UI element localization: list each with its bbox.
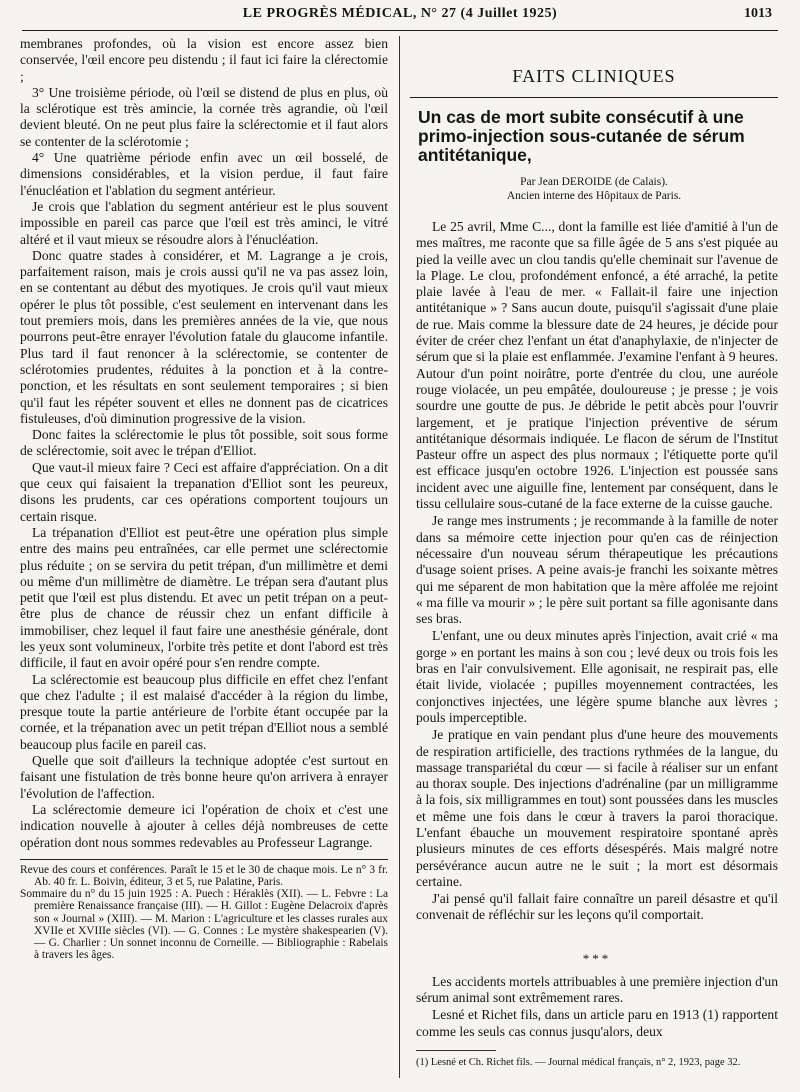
right-column bbox=[410, 36, 778, 1086]
review-rule bbox=[20, 859, 388, 860]
left-paragraph: membranes profondes, où la vision est encore assez bien conservée, l'œil encore peu distendu ; il faut ici faire la clérectomie ; bbox=[20, 36, 388, 84]
article-rule bbox=[410, 97, 778, 98]
article-paragraph: Le 25 avril, Mme C..., dont la famille est liée d'amitié à l'un de mes maîtres, me raconte que sa fille âgée de 5 ans s'est piquée au pied la veille avec un clou tandis qu'elle cheminait sur l'avenue de la Plage. Le clou, profondément enfoncé, a été arraché, la petite plaie lavée à l'eau de mer. « Fallait-il faire une injection antitétanique » ? Sans aucun doute, puisqu'il s'agissait d'une plaie de rue. Mais comme la blessure date de 24 heures, je décide pour éviter de créer chez l'enfant un état d'anaphylaxie, de n'injecter de sérum que si la plaie est enflammée. J'examine l'enfant à 9 heures. Autour d'un point noirâtre, porte d'entrée du clou, une auréole rouge violacée, un peu empâtée, douloureuse ; je presse ; je vois sourdre une goutte de pus. Je débride le petit abcès pour l'ouvrir largement, et je pratique l'injection préventive de sérum antitétanique désormais indiquée. Le flacon de sérum de l'Institut Pasteur offre un aspect des plus normaux ; l'étiquette porte qu'il est efficace jusqu'en octobre 1926. L'injection est poussée sans incident avec une aiguille fine, lentement par conséquent, dans le tissu cellulaire sous-cutané de la face externe de la cuisse gauche. bbox=[416, 219, 778, 512]
article-paragraph: Je range mes instruments ; je recommande à la famille de noter dans sa mémoire cette injection pour qu'en cas de réinjection nécessaire d'un nouveau sérum thérapeutique les précautions d'usage soient prises. A peine avais-je franchi les soixante mètres qui me séparent de mon habitation que la mère affolée me rejoint « ma fille va mourir » ; le père suit portant sa fille agonisante dans ses bras. bbox=[416, 513, 778, 627]
left-paragraph: Que vaut-il mieux faire ? Ceci est affaire d'appréciation. On a dit que ceux qui faisaient la trepanation d'Elliot sont les peureux, disons les prudents, car ces opérations comportent toujours un certain risque. bbox=[20, 459, 388, 524]
review-line: Sommaire du n° du 15 juin 1925 : A. Puech : Héraklès (XII). — L. Febvre : La première Renaissance française (III). — H. Gillot : Eugène Delacroix d'après son « Journal » (XIII). — M. Marion : L'agriculture et les classes rurales aux XVIIe et XVIIIe siècles (VI). — G. Connes : Le mystère shakespearien (V). — G. Charlier : Un sonnet inconnu de Corneille. — Bibliographie : Rabelais à travers les âges. bbox=[20, 888, 388, 962]
affiliation: Ancien interne des Hôpitaux de Paris. bbox=[506, 190, 682, 202]
footnote: (1) Lesné et Ch. Richet fils. — Journal médical français, n° 2, 1923, page 32. bbox=[416, 1056, 741, 1068]
review-line: Revue des cours et conférences. Paraît le 15 et le 30 de chaque mois. Le n° 3 fr. Ab. 40 fr. L. Boivin, éditeur, 3 et 5, rue Palatine, Paris. bbox=[20, 863, 388, 889]
page-number: 1013 bbox=[744, 6, 772, 21]
article-title: Un cas de mort subite consécutif à une primo-injection sous-cutanée de sérum antitétanique, bbox=[418, 107, 745, 165]
article-body bbox=[410, 219, 778, 1069]
left-paragraph: Donc faites la sclérectomie le plus tôt possible, soit sous forme de sclérectomie, soit avec le trépan d'Elliot. bbox=[20, 427, 388, 459]
left-paragraph: La trépanation d'Elliot est peut-être une opération plus simple entre des mains peu entraînées, car elle permet une sclérectomie plus réduite ; on se servira du petit trépan, d'un millimètre et demi ou même d'un millimètre de diamètre. Le trépan sera d'autant plus petit que l'œil est plus distendu. Et avec un petit trépan on a peut-être plus de chance de réussir chez un enfant difficile à immobiliser, chez lequel il faut faire une anesthésie générale, dont les yeux sont volumineux, l'orbite très petite et dont l'abord est très difficile, il faut en avoir opéré pour s'en rendre compte. bbox=[20, 524, 388, 671]
article-paragraph: Les accidents mortels attribuables à une première injection d'un sérum animal sont extrêmement rares. bbox=[416, 973, 778, 1006]
byline: Par Jean DEROIDE (de Calais). bbox=[520, 176, 668, 188]
page-header bbox=[22, 6, 778, 28]
section-title: FAITS CLINIQUES bbox=[512, 66, 676, 86]
left-paragraph: La sclérectomie est beaucoup plus difficile en effet chez l'enfant que chez l'adulte ; il est malaisé d'accéder à la région du limbe, presque toute la partie antérieure de l'orbite étant occupée par la cornée, et la trépanation avec un petit trépan d'Elliot nous a semblé beaucoup plus facile en pareil cas. bbox=[20, 671, 388, 752]
left-paragraph: Quelle que soit d'ailleurs la technique adoptée c'est surtout en faisant une fistulation de très bonne heure qu'on arrivera à enrayer l'évolution de l'affection. bbox=[20, 753, 388, 801]
left-paragraph: 3° Une troisième période, où l'œil se distend de plus en plus, où la sclérotique est très amincie, la cornée très agrandie, où l'œil devient bleuté. On ne peut plus faire la sclérectomie et il faut alors se contenter de la sclérotomie ; bbox=[20, 84, 388, 149]
left-paragraph: La sclérectomie demeure ici l'opération de choix et c'est une indication nouvelle à ajouter à celles déjà nombreuses de cette opération dont nous sommes redevables au Professeur Lagrange. bbox=[20, 801, 388, 850]
left-paragraph: 4° Une quatrième période enfin avec un œil bosselé, de dimensions considérables, et la vision perdue, il faut faire l'énucléation et l'ablation du segment antérieur. bbox=[20, 150, 388, 198]
review-notice bbox=[20, 864, 388, 962]
article-paragraph: Je pratique en vain pendant plus d'une heure des mouvements de respiration artificielle, des tractions rythmées de la langue, du massage transpariétal du cœur — si facile à réaliser sur un enfant au thorax souple. Des injections d'adrénaline (par un milligramme à la fois, six milligrammes en tout) sont poussées dans les muscles et même une fois dans le cœur à travers la paroi thoracique. L'enfant ébauche un mouvement respiratoire spontané après plusieurs minutes de ces efforts désespérés. Mais malgré notre persévérance aucun autre ne le suit ; la mort est désormais certaine. bbox=[416, 727, 778, 889]
column-divider bbox=[399, 36, 400, 1078]
left-paragraph: Je crois que l'ablation du segment antérieur est le plus souvent impossible en pareil cas parce que l'œil est très aminci, le vitré altéré et il vaut mieux se résoudre alors à l'énucléation. bbox=[20, 198, 388, 247]
section-separator: *** bbox=[582, 950, 612, 966]
article-paragraph: J'ai pensé qu'il fallait faire connaître un pareil désastre et qu'il convenait de réfléchir sur les leçons qu'il comportait. bbox=[416, 891, 778, 923]
header-rule bbox=[22, 30, 778, 31]
footnote-rule bbox=[416, 1050, 496, 1051]
running-title: LE PROGRÈS MÉDICAL, N° 27 (4 Juillet 1925) bbox=[242, 6, 558, 21]
article-paragraph: Lesné et Richet fils, dans un article paru en 1913 (1) rapportent comme les seuls cas connus jusqu'alors, deux bbox=[416, 1007, 778, 1039]
left-column bbox=[20, 36, 388, 1086]
left-paragraph: Donc quatre stades à considérer, et M. Lagrange a je crois, parfaitement raison, mais je crois aussi qu'il ne va pas assez loin, en se contentant au début des myotiques. Je crois qu'il vaut mieux opérer le plus tôt possible, c'est seulement en intervenant dans les tout premiers mois, dans les premières années de la vie, que nous pourrons peut-être enrayer l'évolution fatale du glaucome infantile. Plus tard il faut renoncer à la sclérectomie, se contenter de sclérotomies prudentes, réduites à la ponction et à la contre-ponction, et les résultats en sont seulement temporaires ; si bien qu'il faut les répéter souvent et elles ne donnent pas de cicatrices fistuleuses, d'où diminution progressive de la vision. bbox=[20, 247, 388, 426]
article-paragraph: L'enfant, une ou deux minutes après l'injection, avait crié « ma gorge » en portant les mains à son cou ; levé deux ou trois fois les bras en l'air convulsivement. Elle agonisait, ne respirait pas, elle était livide, violacée ; pupilles moyennement contractées, les conjonctives injectées, une légère spume blanche aux lèvres ; pouls imperceptible. bbox=[416, 628, 778, 725]
